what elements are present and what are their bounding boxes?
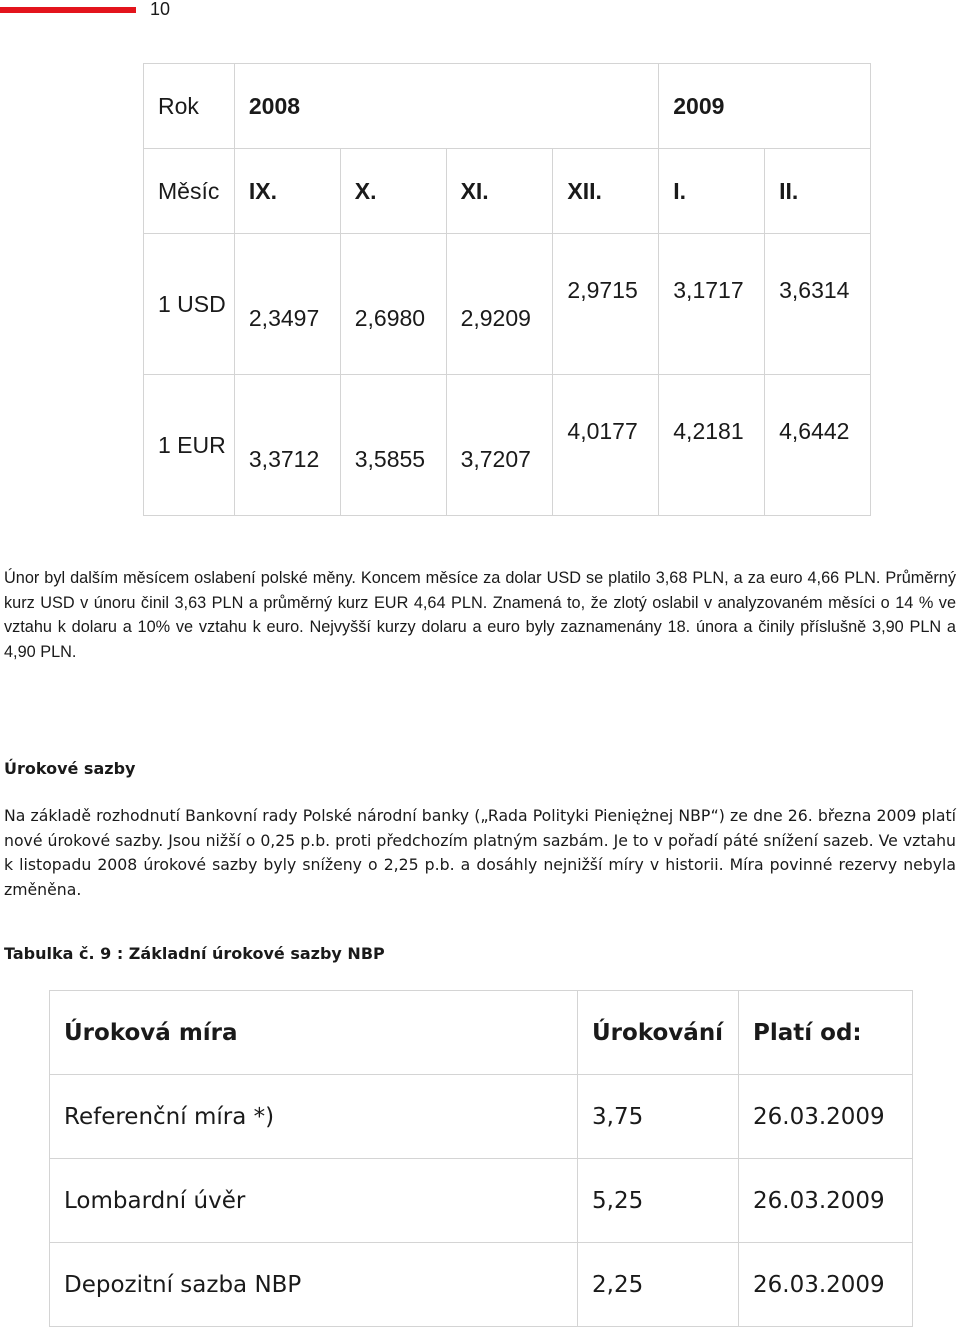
eur-value: 4,0177 <box>553 375 659 516</box>
rate-value: 5,25 <box>578 1159 739 1243</box>
table-caption: Tabulka č. 9 : Základní úrokové sazby NBP <box>4 944 385 963</box>
table-row <box>144 64 871 149</box>
usd-value: 2,9715 <box>553 234 659 375</box>
month-label: Měsíc <box>144 149 235 234</box>
usd-label: 1 USD <box>144 234 235 375</box>
page-number: 10 <box>150 0 171 19</box>
eur-value: 3,7207 <box>446 375 553 516</box>
header-accent-bar <box>0 7 136 13</box>
table-row <box>50 1159 913 1243</box>
interest-rates-paragraph: Na základě rozhodnutí Bankovní rady Polské národní banky („Rada Polityki Pieniężnej NBP“) ze dne 26. března 2009 platí nové úrokové sazby. Jsou nižší o 0,25 p.b. proti předchozím platným sazbám. Je to v pořadí páté snížení sazeb. Ve vztahu k listopadu 2008 úrokové sazby byly sníženy o 2,25 p.b. a dosáhly nejnižší míry v historii. Míra povinné rezervy nebyla změněna. <box>4 806 956 899</box>
month-cell: IX. <box>234 149 340 234</box>
eur-value: 4,2181 <box>659 375 765 516</box>
interest-rates-heading: Úrokové sazby <box>4 759 136 778</box>
month-cell: I. <box>659 149 765 234</box>
table-header-row <box>50 991 913 1075</box>
table-row <box>144 234 871 375</box>
rate-valid-from: 26.03.2009 <box>739 1075 913 1159</box>
column-header: Platí od: <box>739 991 913 1075</box>
table-row <box>144 149 871 234</box>
rate-name: Referenční míra *) <box>50 1075 578 1159</box>
column-header: Úrokování <box>578 991 739 1075</box>
eur-value: 3,3712 <box>234 375 340 516</box>
table-row <box>144 375 871 516</box>
rate-value: 2,25 <box>578 1243 739 1327</box>
rate-name: Depozitní sazba NBP <box>50 1243 578 1327</box>
month-cell: XI. <box>446 149 553 234</box>
usd-value: 2,3497 <box>234 234 340 375</box>
eur-value: 3,5855 <box>340 375 446 516</box>
table-row <box>50 1243 913 1327</box>
year-2008: 2008 <box>234 64 658 149</box>
month-cell: XII. <box>553 149 659 234</box>
column-header: Úroková míra <box>50 991 578 1075</box>
usd-value: 3,1717 <box>659 234 765 375</box>
year-2009: 2009 <box>659 64 871 149</box>
month-cell: II. <box>765 149 871 234</box>
usd-value: 3,6314 <box>765 234 871 375</box>
table-row <box>50 1075 913 1159</box>
rate-name: Lombardní úvěr <box>50 1159 578 1243</box>
nbp-rates-table <box>49 990 913 1327</box>
year-label: Rok <box>144 64 235 149</box>
rate-valid-from: 26.03.2009 <box>739 1243 913 1327</box>
page-header <box>0 0 960 24</box>
month-cell: X. <box>340 149 446 234</box>
eur-label: 1 EUR <box>144 375 235 516</box>
exchange-rate-table <box>143 63 871 516</box>
usd-value: 2,9209 <box>446 234 553 375</box>
rate-value: 3,75 <box>578 1075 739 1159</box>
february-paragraph: Únor byl dalším měsícem oslabení polské měny. Koncem měsíce za dolar USD se platilo 3,68 PLN, a za euro 4,66 PLN. Průměrný kurz USD v únoru činil 3,63 PLN a průměrný kurz EUR 4,64 PLN. Znamená to, že zlotý oslabil v analyzovaném měsíci o 14 % ve vztahu k dolaru a 10% ve vztahu k euro. Nejvyšší kurzy dolaru a euro byly zaznamenány 18. února a činily příslušně 3,90 PLN a 4,90 PLN. <box>4 569 956 661</box>
usd-value: 2,6980 <box>340 234 446 375</box>
rate-valid-from: 26.03.2009 <box>739 1159 913 1243</box>
eur-value: 4,6442 <box>765 375 871 516</box>
